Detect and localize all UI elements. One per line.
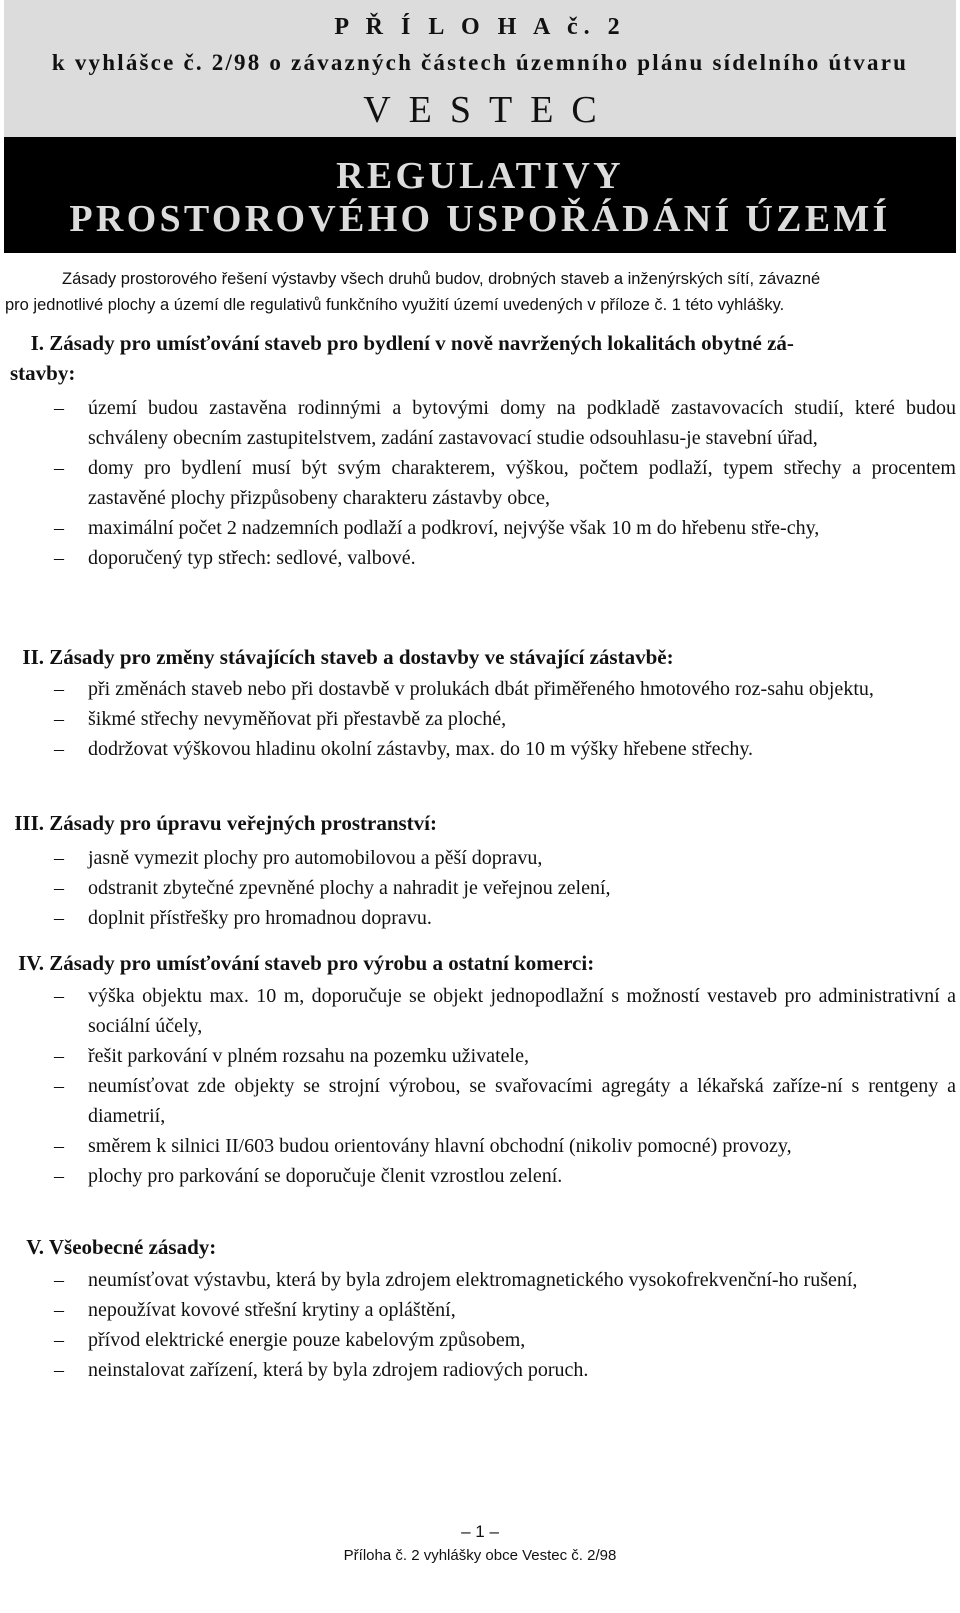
obec-name: VESTEC	[363, 89, 615, 131]
regulativy-title-line2: PROSTOROVÉHO USPOŘÁDÁNÍ ÚZEMÍ	[69, 198, 891, 240]
list-item: – přívod elektrické energie pouze kabelovým způsobem,	[54, 1329, 526, 1351]
list-item: – plochy pro parkování se doporučuje členit vzrostlou zelení.	[54, 1165, 563, 1187]
intro-line-2: pro jednotlivé plochy a území dle regulativů funkčního využití území uvedených v příloze č. 1 této vyhlášky.	[5, 296, 785, 314]
section-heading	[10, 1232, 216, 1262]
list-item: – směrem k silnici II/603 budou orientovány hlavní obchodní (nikoliv pomocné) provozy,	[54, 1135, 792, 1157]
section-number: V.	[26, 1235, 44, 1259]
section-list	[0, 1265, 960, 1385]
regulativy-title-line1: REGULATIVY	[336, 155, 624, 197]
list-item: – doplnit přístřešky pro hromadnou dopravu.	[54, 907, 432, 929]
list-item: – dodržovat výškovou hladinu okolní zástavby, max. do 10 m výšky hřebene střechy.	[54, 738, 754, 760]
section-number: III.	[14, 811, 44, 835]
footer-reference: Příloha č. 2 vyhlášky obce Vestec č. 2/98	[343, 1547, 617, 1564]
priloha-title: P Ř Í L O H A č. 2	[334, 14, 626, 40]
list-item: – při změnách staveb nebo při dostavbě v prolukách dbát přiměřeného hmotového roz-sahu objektu,	[54, 678, 874, 700]
list-item: – domy pro bydlení musí být svým charakterem, výškou, počtem podlaží, typem střechy a procentem zastavěné plochy přizpůsobeny charakteru zástavby obce,	[54, 457, 956, 509]
list-item: – maximální počet 2 nadzemních podlaží a podkroví, nejvýše však 10 m do hřebenu stře-chy,	[54, 517, 820, 539]
section-number: IV.	[18, 951, 44, 975]
list-item: – jasně vymezit plochy pro automobilovou a pěší dopravu,	[54, 847, 543, 869]
list-item: – neumísťovat zde objekty se strojní výrobou, se svařovacími agregáty a lékařská zaříze-ní s rentgeny a diametrií,	[54, 1075, 956, 1127]
list-item: – odstranit zbytečné zpevněné plochy a nahradit je veřejnou zelení,	[54, 877, 611, 899]
section-heading	[10, 808, 437, 838]
section-list	[0, 981, 960, 1191]
vyhlaska-subtitle: k vyhlášce č. 2/98 o závazných částech územního plánu sídelního útvaru	[51, 50, 909, 75]
section-title: Zásady pro umísťování staveb pro bydlení v nově navržených lokalitách obytné zá- stavby:	[10, 331, 794, 385]
section-title: Zásady pro úpravu veřejných prostranství:	[49, 811, 438, 835]
section-number: I.	[30, 331, 44, 355]
section-title: Všeobecné zásady:	[48, 1235, 217, 1259]
section-list	[0, 674, 960, 764]
section-number: II.	[22, 645, 44, 669]
list-item: – doporučený typ střech: sedlové, valbové.	[54, 547, 416, 569]
section-heading	[10, 328, 950, 388]
header-title-block	[4, 0, 956, 137]
section-heading	[10, 642, 674, 672]
list-item: – výška objektu max. 10 m, doporučuje se objekt jednopodlažní s možností vestaveb pro administrativní a sociální účely,	[54, 985, 956, 1037]
intro-paragraph	[5, 266, 955, 318]
list-item: – řešit parkování v plném rozsahu na pozemku uživatele,	[54, 1045, 529, 1067]
page-number: – 1 –	[461, 1522, 499, 1541]
section-list	[0, 843, 960, 933]
list-item: – neinstalovat zařízení, která by byla zdrojem radiových poruch.	[54, 1359, 589, 1381]
intro-line-1: Zásady prostorového řešení výstavby všech druhů budov, drobných staveb a inženýrských sítí, závazné	[62, 270, 821, 288]
list-item: – nepoužívat kovové střešní krytiny a opláštění,	[54, 1299, 456, 1321]
section-heading	[10, 948, 594, 978]
list-item: – šikmé střechy nevyměňovat při přestavbě za ploché,	[54, 708, 507, 730]
list-item: – neumísťovat výstavbu, která by byla zdrojem elektromagnetického vysokofrekvenční-ho rušení,	[54, 1269, 858, 1291]
section-title: Zásady pro umísťování staveb pro výrobu a ostatní komerci:	[49, 951, 595, 975]
section-list	[0, 393, 960, 573]
section-title: Zásady pro změny stávajících staveb a dostavby ve stávající zástavbě:	[49, 645, 674, 669]
list-item: – území budou zastavěna rodinnými a bytovými domy na podkladě zastavovacích studií, které budou schváleny obecním zastupitelstvem, zadání zastavovací studie odsouhlasu-je stavební úřad,	[54, 397, 956, 449]
regulativy-banner	[4, 137, 956, 253]
